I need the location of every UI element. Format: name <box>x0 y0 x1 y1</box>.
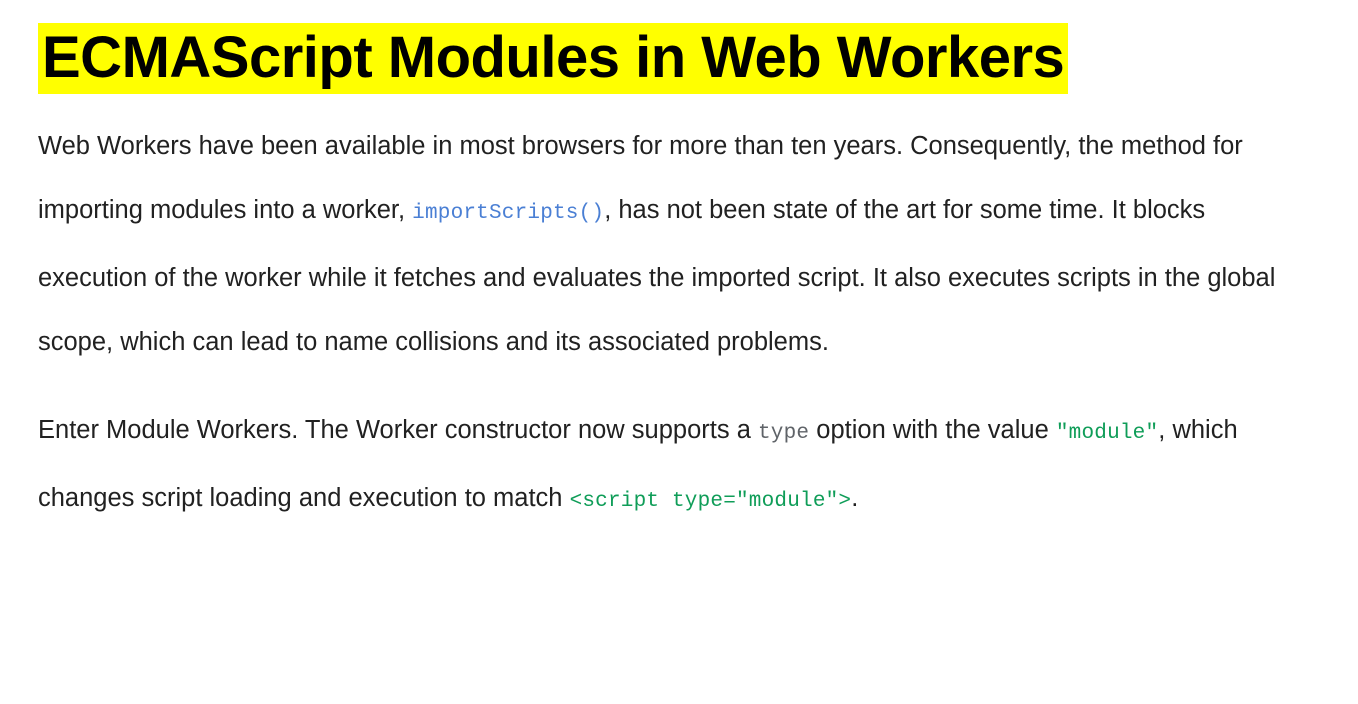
inline-code-import-scripts: importScripts() <box>412 202 605 226</box>
paragraph-2-segment-7: . <box>851 484 859 513</box>
paragraph-2-segment-5: , which changes script loading and execution to match <box>38 416 1238 513</box>
inline-code-type: type <box>757 422 810 446</box>
inline-code-module-value: "module" <box>1055 422 1159 446</box>
paragraph-2-segment-1: Enter Module Workers. The Worker constructor now supports a <box>38 416 758 445</box>
paragraph-1-segment-3: , has not been state of the art for some time. It blocks execution of the worker while it fetches and evaluates the imported script. It also executes scripts in the global scope, which can lead to name collisions and its associated problems. <box>38 196 1276 357</box>
inline-code-script-type-module: <script type="module"> <box>569 490 852 514</box>
page-title-text: ECMAScript Modules in Web Workers <box>38 23 1068 94</box>
paragraph-2 <box>38 398 1320 534</box>
page-title-wrapper <box>38 24 1320 92</box>
paragraph-1 <box>38 114 1320 374</box>
paragraph-1-segment-1: Web Workers have been available in most browsers for more than ten years. Consequently, the method for importing modules into a worker, <box>38 132 1243 225</box>
page-title <box>38 25 1068 90</box>
paragraph-2-segment-3: option with the value <box>809 416 1056 445</box>
